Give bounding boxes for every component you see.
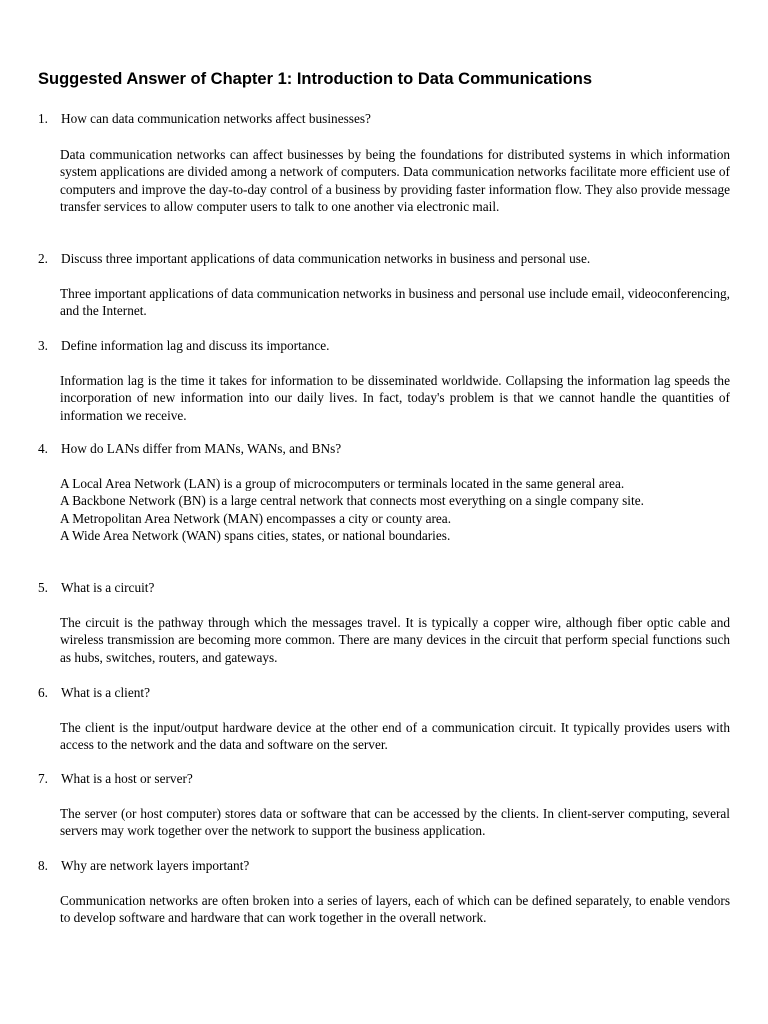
question-text: What is a host or server? (61, 771, 193, 786)
question-row (0, 337, 768, 355)
question-row (0, 579, 768, 597)
answer-text: Communication networks are often broken into a series of layers, each of which can be defined separately, to enable vendors to develop software and hardware that can work together in the overall network. (60, 893, 730, 926)
question-number: 6. (38, 685, 48, 700)
question-row (0, 250, 768, 268)
question-text: Discuss three important applications of data communication networks in business and personal use. (61, 251, 591, 266)
answer-line-lan: A Local Area Network (LAN) is a group of microcomputers or terminals located in the same general area. (60, 476, 625, 491)
question-text: What is a circuit? (61, 580, 155, 595)
answer-line-man: A Metropolitan Area Network (MAN) encompasses a city or county area. (60, 510, 452, 526)
question-item-8 (0, 857, 768, 926)
question-item-1 (0, 110, 768, 215)
question-row (0, 110, 768, 128)
answer-line-wan: A Wide Area Network (WAN) spans cities, states, or national boundaries. (60, 528, 451, 544)
answer-paragraph (60, 146, 730, 216)
answer-text: Information lag is the time it takes for information to be disseminated worldwide. Collapsing the information lag speeds the incorporation of new information into our daily lives. In fact, today's problem is that we cannot handle the quantities of information we receive. (60, 373, 730, 423)
question-number: 4. (38, 441, 48, 456)
answer-text: The client is the input/output hardware device at the other end of a communication circuit. It typically provides users with access to the network and the data and software on the server. (60, 720, 730, 753)
answer-paragraph (60, 892, 730, 927)
question-number: 8. (38, 858, 48, 873)
question-number: 1. (38, 111, 48, 126)
answer-paragraph (60, 805, 730, 840)
question-number: 5. (38, 580, 48, 595)
answer-paragraph (60, 285, 730, 320)
question-text: What is a client? (61, 685, 150, 700)
question-number: 3. (38, 338, 48, 353)
question-item-7 (0, 770, 768, 839)
question-number: 7. (38, 771, 48, 786)
question-row (0, 770, 768, 788)
question-item-6 (0, 684, 768, 753)
answer-line-bn: A Backbone Network (BN) is a large central network that connects most everything on a single company site. (60, 493, 644, 509)
answer-text: The circuit is the pathway through which the messages travel. It is typically a copper wire, although fiber optic cable and wireless transmission are becoming more common. There are many devices in the circuit that perform special functions such as hubs, switches, routers, and gateways. (60, 615, 730, 665)
question-text: How do LANs differ from MANs, WANs, and BNs? (61, 441, 342, 456)
question-item-2 (0, 250, 768, 319)
answer-paragraph (60, 372, 730, 424)
question-text: How can data communication networks affect businesses? (61, 111, 371, 126)
answer-lines (60, 475, 730, 545)
question-number: 2. (38, 251, 48, 266)
answer-text: The server (or host computer) stores data or software that can be accessed by the clients. In client-server computing, several servers may work together over the network to support the business application. (60, 806, 730, 839)
question-item-3 (0, 337, 768, 423)
question-row (0, 440, 768, 458)
document-title: Suggested Answer of Chapter 1: Introduction to Data Communications (38, 70, 593, 88)
answer-paragraph (60, 614, 730, 666)
question-item-4 (0, 440, 768, 544)
question-row (0, 684, 768, 702)
answer-paragraph (60, 719, 730, 754)
answer-text: Three important applications of data communication networks in business and personal use include email, videoconferencing, and the Internet. (60, 286, 730, 319)
question-text: Define information lag and discuss its importance. (61, 338, 330, 353)
answer-text: Data communication networks can affect businesses by being the foundations for distributed systems in which information system applications are divided among a network of computers. Data communication networks facilitate more efficient use of computers and improve the day-to-day control of a business by providing faster information flow. They also provide message transfer services to allow computer users to talk to one another via electronic mail. (60, 147, 730, 215)
question-row (0, 857, 768, 875)
question-text: Why are network layers important? (61, 858, 250, 873)
question-item-5 (0, 579, 768, 665)
